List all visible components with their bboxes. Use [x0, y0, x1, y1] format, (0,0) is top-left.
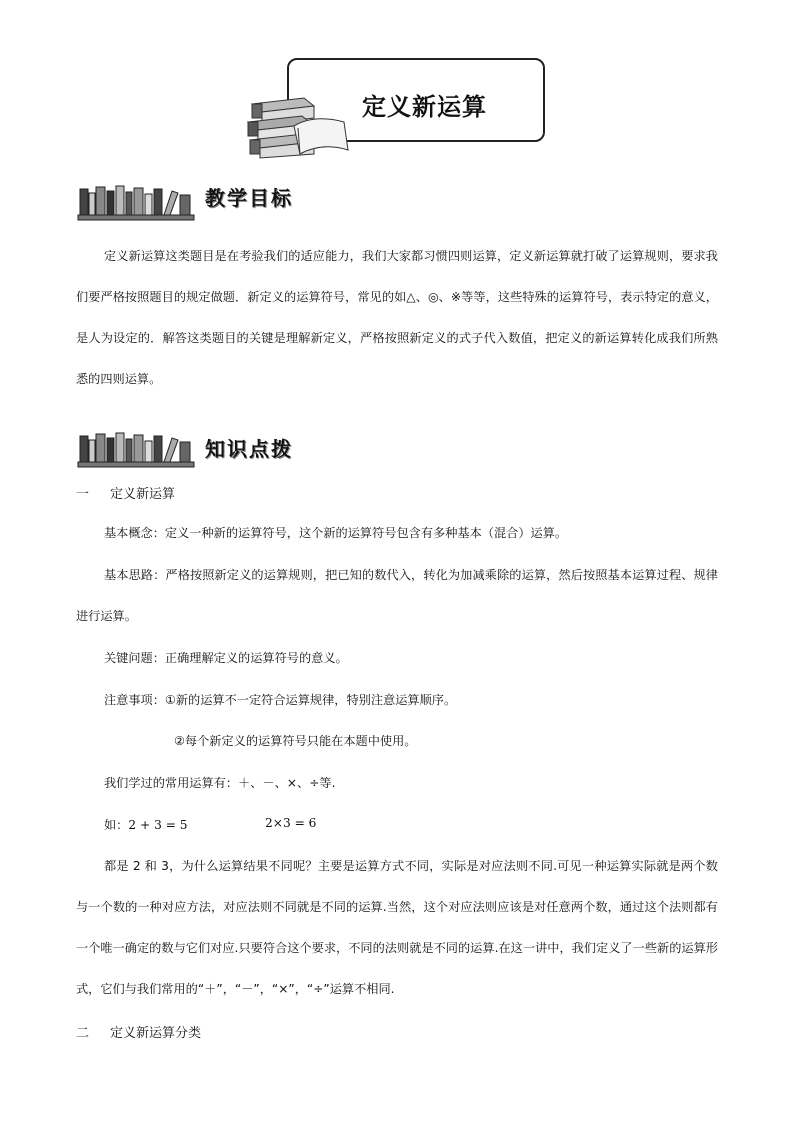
page-title: 定义新运算	[362, 93, 487, 121]
note-2: ②每个新定义的运算符号只能在本题中使用。	[174, 734, 417, 748]
key-issue: 关键问题：正确理解定义的运算符号的意义。	[104, 651, 348, 665]
part1-title: 定义新运算	[110, 487, 176, 502]
section-title-goals: 教学目标	[205, 186, 293, 210]
part1-heading	[76, 483, 175, 502]
part1-number: 一	[76, 487, 90, 502]
section-title-knowledge: 知识点拨	[205, 437, 293, 461]
example-addition: 如：2 + 3 = 5	[104, 818, 188, 832]
basic-concept: 基本概念：定义一种新的运算符号，这个新的运算符号包含有多种基本（混合）运算。	[104, 526, 568, 540]
goal-paragraph-block	[76, 236, 718, 400]
part2-heading	[76, 1022, 201, 1041]
bookshelf-icon	[76, 183, 196, 221]
part2-title: 定义新运算分类	[110, 1026, 202, 1041]
goal-paragraph: 定义新运算这类题目是在考验我们的适应能力，我们大家都习惯四则运算，定义新运算就打破了运算规则，要求我们要严格按照题目的规定做题．新定义的运算符号，常见的如△、◎、※等等，这些特殊的运算符号，表示特定的意义，是人为设定的．解答这类题目的关键是理解新定义，严格按照新定义的式子代入数值，把定义的新运算转化成我们所熟悉的四则运算。	[76, 249, 718, 386]
basic-idea: 基本思路：严格按照新定义的运算规则，把已知的数代入，转化为加减乘除的运算，然后按照基本运算过程、规律进行运算。	[76, 568, 718, 623]
basic-idea-block	[76, 555, 718, 637]
note-1: 注意事项：①新的运算不一定符合运算规律，特别注意运算顺序。	[104, 693, 457, 707]
books-illustration	[244, 96, 354, 160]
explanation-block	[76, 846, 718, 1010]
example-multiplication: 2×3 = 6	[265, 816, 317, 830]
bookshelf-icon	[76, 430, 196, 468]
part2-number: 二	[76, 1026, 90, 1041]
explanation: 都是 2 和 3，为什么运算结果不同呢？主要是运算方式不同，实际是对应法则不同.可见一种运算实际就是两个数与一个数的一种对应方法，对应法则不同就是不同的运算.当然，这个对应法则应该是对任意两个数，通过这个法则都有一个唯一确定的数与它们对应.只要符合这个要求，不同的法则就是不同的运算.在这一讲中，我们定义了一些新的运算形式，它们与我们常用的“＋”，“－”，“×”，“÷”运算不相同.	[76, 859, 718, 996]
common-operations: 我们学过的常用运算有：＋、－、×、÷等.	[104, 776, 336, 790]
